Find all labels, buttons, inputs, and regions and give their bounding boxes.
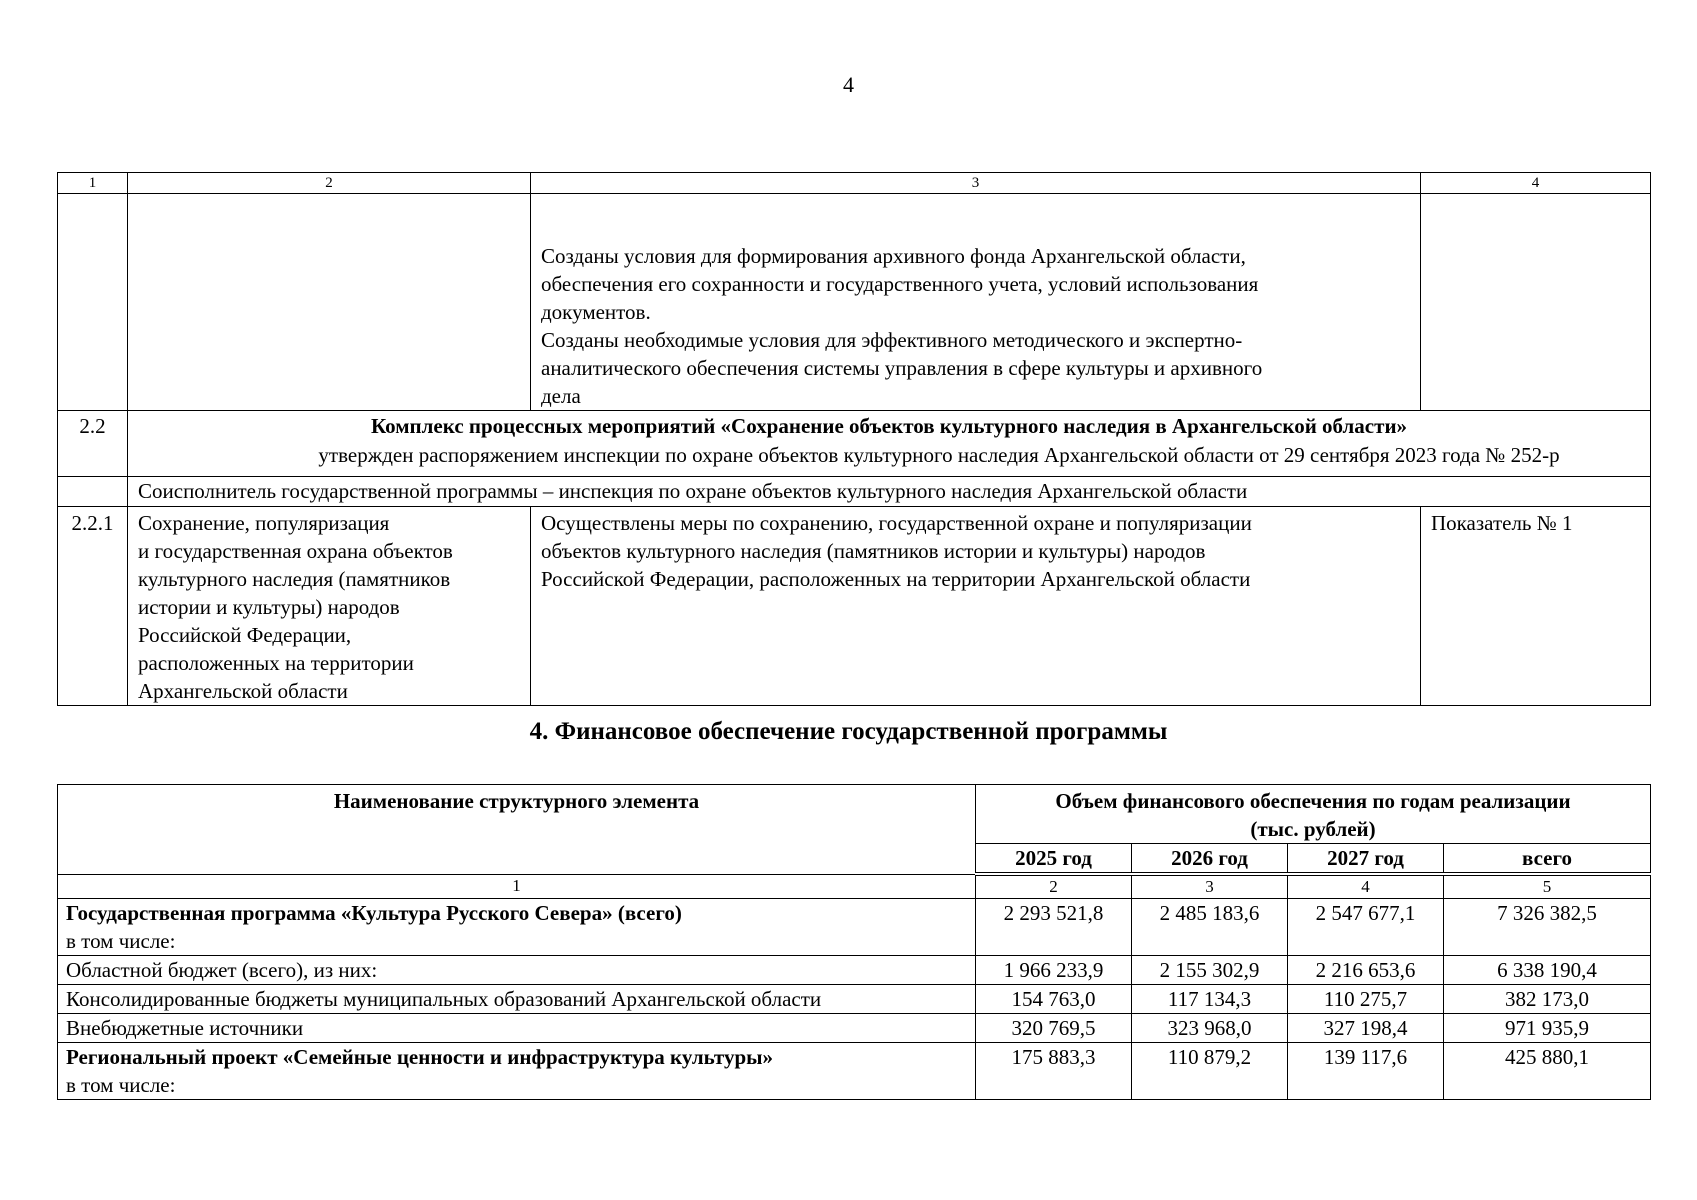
column-number: 2 bbox=[976, 874, 1132, 899]
column-numbers-row bbox=[58, 173, 1651, 194]
table-row bbox=[58, 1014, 1651, 1043]
header-structural-element: Наименование структурного элемента bbox=[58, 785, 976, 875]
year-2027-header: 2027 год bbox=[1288, 844, 1444, 875]
section-heading-financing: 4. Финансовое обеспечение государственной программы bbox=[529, 718, 1168, 745]
column-number: 2 bbox=[128, 173, 531, 194]
value-cell: 110 879,2 bbox=[1132, 1043, 1288, 1100]
total-header: всего bbox=[1444, 844, 1651, 875]
row-name: Консолидированные бюджеты муниципальных образований Архангельской области bbox=[58, 985, 976, 1014]
activity-indicator: Показатель № 1 bbox=[1421, 507, 1651, 706]
activities-table bbox=[57, 172, 1651, 706]
section-row bbox=[58, 411, 1651, 477]
table-row bbox=[58, 985, 1651, 1014]
value-cell: 971 935,9 bbox=[1444, 1014, 1651, 1043]
column-number: 1 bbox=[58, 874, 976, 899]
column-number: 5 bbox=[1444, 874, 1651, 899]
continuation-row bbox=[58, 194, 1651, 411]
value-cell: 323 968,0 bbox=[1132, 1014, 1288, 1043]
page-number: 4 bbox=[843, 72, 854, 97]
value-cell: 2 293 521,8 bbox=[976, 899, 1132, 956]
value-cell: 139 117,6 bbox=[1288, 1043, 1444, 1100]
column-number: 1 bbox=[58, 173, 128, 194]
activity-number: 2.2.1 bbox=[58, 507, 128, 706]
year-2026-header: 2026 год bbox=[1132, 844, 1288, 875]
value-cell: 425 880,1 bbox=[1444, 1043, 1651, 1100]
value-cell: 382 173,0 bbox=[1444, 985, 1651, 1014]
result-text: Созданы условия для формирования архивного фонда Архангельской области, обеспечения его сохранности и государственного учета, условий использования документов. Созданы необходимые условия для эффективного методического и экспертно- аналитического обеспечения системы управления в сфере культуры и архивного дела bbox=[531, 194, 1421, 411]
value-cell: 175 883,3 bbox=[976, 1043, 1132, 1100]
header-row bbox=[58, 785, 1651, 844]
section-number: 2.2 bbox=[58, 411, 128, 477]
section-title: Комплекс процессных мероприятий «Сохранение объектов культурного наследия в Архангельской области» bbox=[370, 414, 1408, 438]
activity-name: Сохранение, популяризация и государственная охрана объектов культурного наследия (памятников истории и культуры) народов Российской Федерации, расположенных на территории Архангельской области bbox=[128, 507, 531, 706]
value-cell: 154 763,0 bbox=[976, 985, 1132, 1014]
value-cell: 2 155 302,9 bbox=[1132, 956, 1288, 985]
value-cell: 2 485 183,6 bbox=[1132, 899, 1288, 956]
section-heading bbox=[128, 411, 1651, 477]
row-name: Государственная программа «Культура Русского Севера» (всего) в том числе: bbox=[58, 899, 976, 956]
table-row bbox=[58, 1043, 1651, 1100]
coexecutor-row bbox=[58, 477, 1651, 507]
row-name: Региональный проект «Семейные ценности и инфраструктура культуры» в том числе: bbox=[58, 1043, 976, 1100]
column-numbers-row bbox=[58, 874, 1651, 899]
column-number: 4 bbox=[1421, 173, 1651, 194]
value-cell: 110 275,7 bbox=[1288, 985, 1444, 1014]
value-cell: 1 966 233,9 bbox=[976, 956, 1132, 985]
value-cell: 2 216 653,6 bbox=[1288, 956, 1444, 985]
table-row bbox=[58, 956, 1651, 985]
activity-row bbox=[58, 507, 1651, 706]
row-name: Внебюджетные источники bbox=[58, 1014, 976, 1043]
header-volume: Объем финансового обеспечения по годам реализации (тыс. рублей) bbox=[976, 785, 1651, 844]
value-cell: 2 547 677,1 bbox=[1288, 899, 1444, 956]
value-cell: 327 198,4 bbox=[1288, 1014, 1444, 1043]
financing-table bbox=[57, 784, 1651, 1100]
row-name: Областной бюджет (всего), из них: bbox=[58, 956, 976, 985]
table-row bbox=[58, 899, 1651, 956]
value-cell: 320 769,5 bbox=[976, 1014, 1132, 1043]
column-number: 4 bbox=[1288, 874, 1444, 899]
coexecutor-text: Соисполнитель государственной программы – инспекция по охране объектов культурного наследия Архангельской области bbox=[128, 477, 1651, 507]
value-cell: 117 134,3 bbox=[1132, 985, 1288, 1014]
approval-note: утвержден распоряжением инспекции по охране объектов культурного наследия Архангельской области от 29 сентября 2023 года № 252-р bbox=[318, 443, 1560, 467]
value-cell: 7 326 382,5 bbox=[1444, 899, 1651, 956]
column-number: 3 bbox=[531, 173, 1421, 194]
value-cell: 6 338 190,4 bbox=[1444, 956, 1651, 985]
activity-result: Осуществлены меры по сохранению, государственной охране и популяризации объектов культурного наследия (памятников истории и культуры) народов Российской Федерации, расположенных на территории Архангельской области bbox=[531, 507, 1421, 706]
year-2025-header: 2025 год bbox=[976, 844, 1132, 875]
column-number: 3 bbox=[1132, 874, 1288, 899]
